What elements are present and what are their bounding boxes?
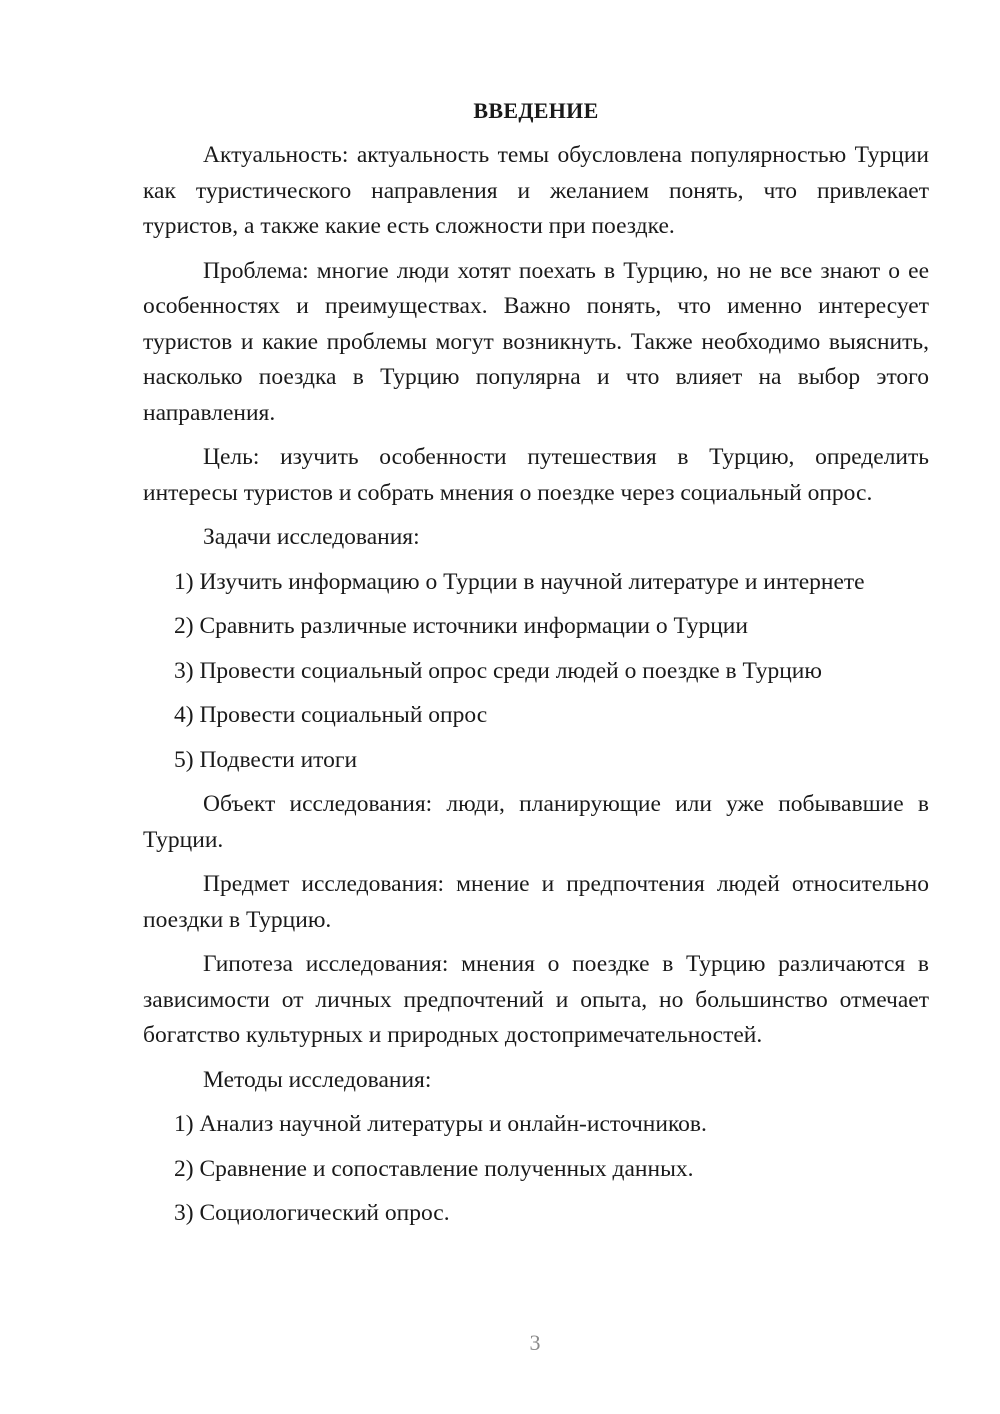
methods-list: [143, 1107, 929, 1232]
page-title: ВВЕДЕНИЕ: [473, 98, 599, 123]
relevance-paragraph: Актуальность: актуальность темы обусловлена популярностью Турции как туристического направления и желанием понять, что привлекает туристов, а также какие есть сложности при поездке.: [143, 142, 929, 239]
list-item: 4) Провести социальный опрос: [174, 702, 488, 728]
problem-paragraph: Проблема: многие люди хотят поехать в Турцию, но не все знают о ее особенностях и преимуществах. Важно понять, что именно интересует туристов и какие проблемы могут возникнуть. Также необходимо выяснить, насколько поездка в Турцию популярна и что влияет на выбор этого направления.: [143, 257, 929, 426]
tasks-list: [143, 565, 929, 779]
object-paragraph: Объект исследования: люди, планирующие или уже побывавшие в Турции.: [143, 791, 929, 853]
subject-paragraph: Предмет исследования: мнение и предпочтения людей относительно поездки в Турцию.: [143, 871, 929, 933]
hypothesis-paragraph: Гипотеза исследования: мнения о поездке в Турцию различаются в зависимости от личных предпочтений и опыта, но большинство отмечает богатство культурных и природных достопримечательностей.: [143, 951, 929, 1048]
document-page: [143, 96, 929, 1241]
list-item: 3) Социологический опрос.: [174, 1200, 450, 1226]
list-item: 5) Подвести итоги: [174, 746, 358, 773]
list-item: 1) Анализ научной литературы и онлайн-источников.: [174, 1111, 707, 1137]
page-number: 3: [529, 1330, 541, 1355]
list-item: 2) Сравнить различные источники информации о Турции: [174, 613, 748, 639]
list-item: 3) Провести социальный опрос среди людей о поездке в Турцию: [174, 657, 822, 684]
methods-heading: Методы исследования:: [203, 1066, 432, 1093]
list-item: 1) Изучить информацию о Турции в научной литературе и интернете: [174, 568, 865, 595]
goal-paragraph: Цель: изучить особенности путешествия в Турцию, определить интересы туристов и собрать мнения о поездке через социальный опрос.: [143, 444, 929, 506]
tasks-heading: Задачи исследования:: [203, 524, 420, 550]
list-item: 2) Сравнение и сопоставление полученных данных.: [174, 1155, 694, 1182]
